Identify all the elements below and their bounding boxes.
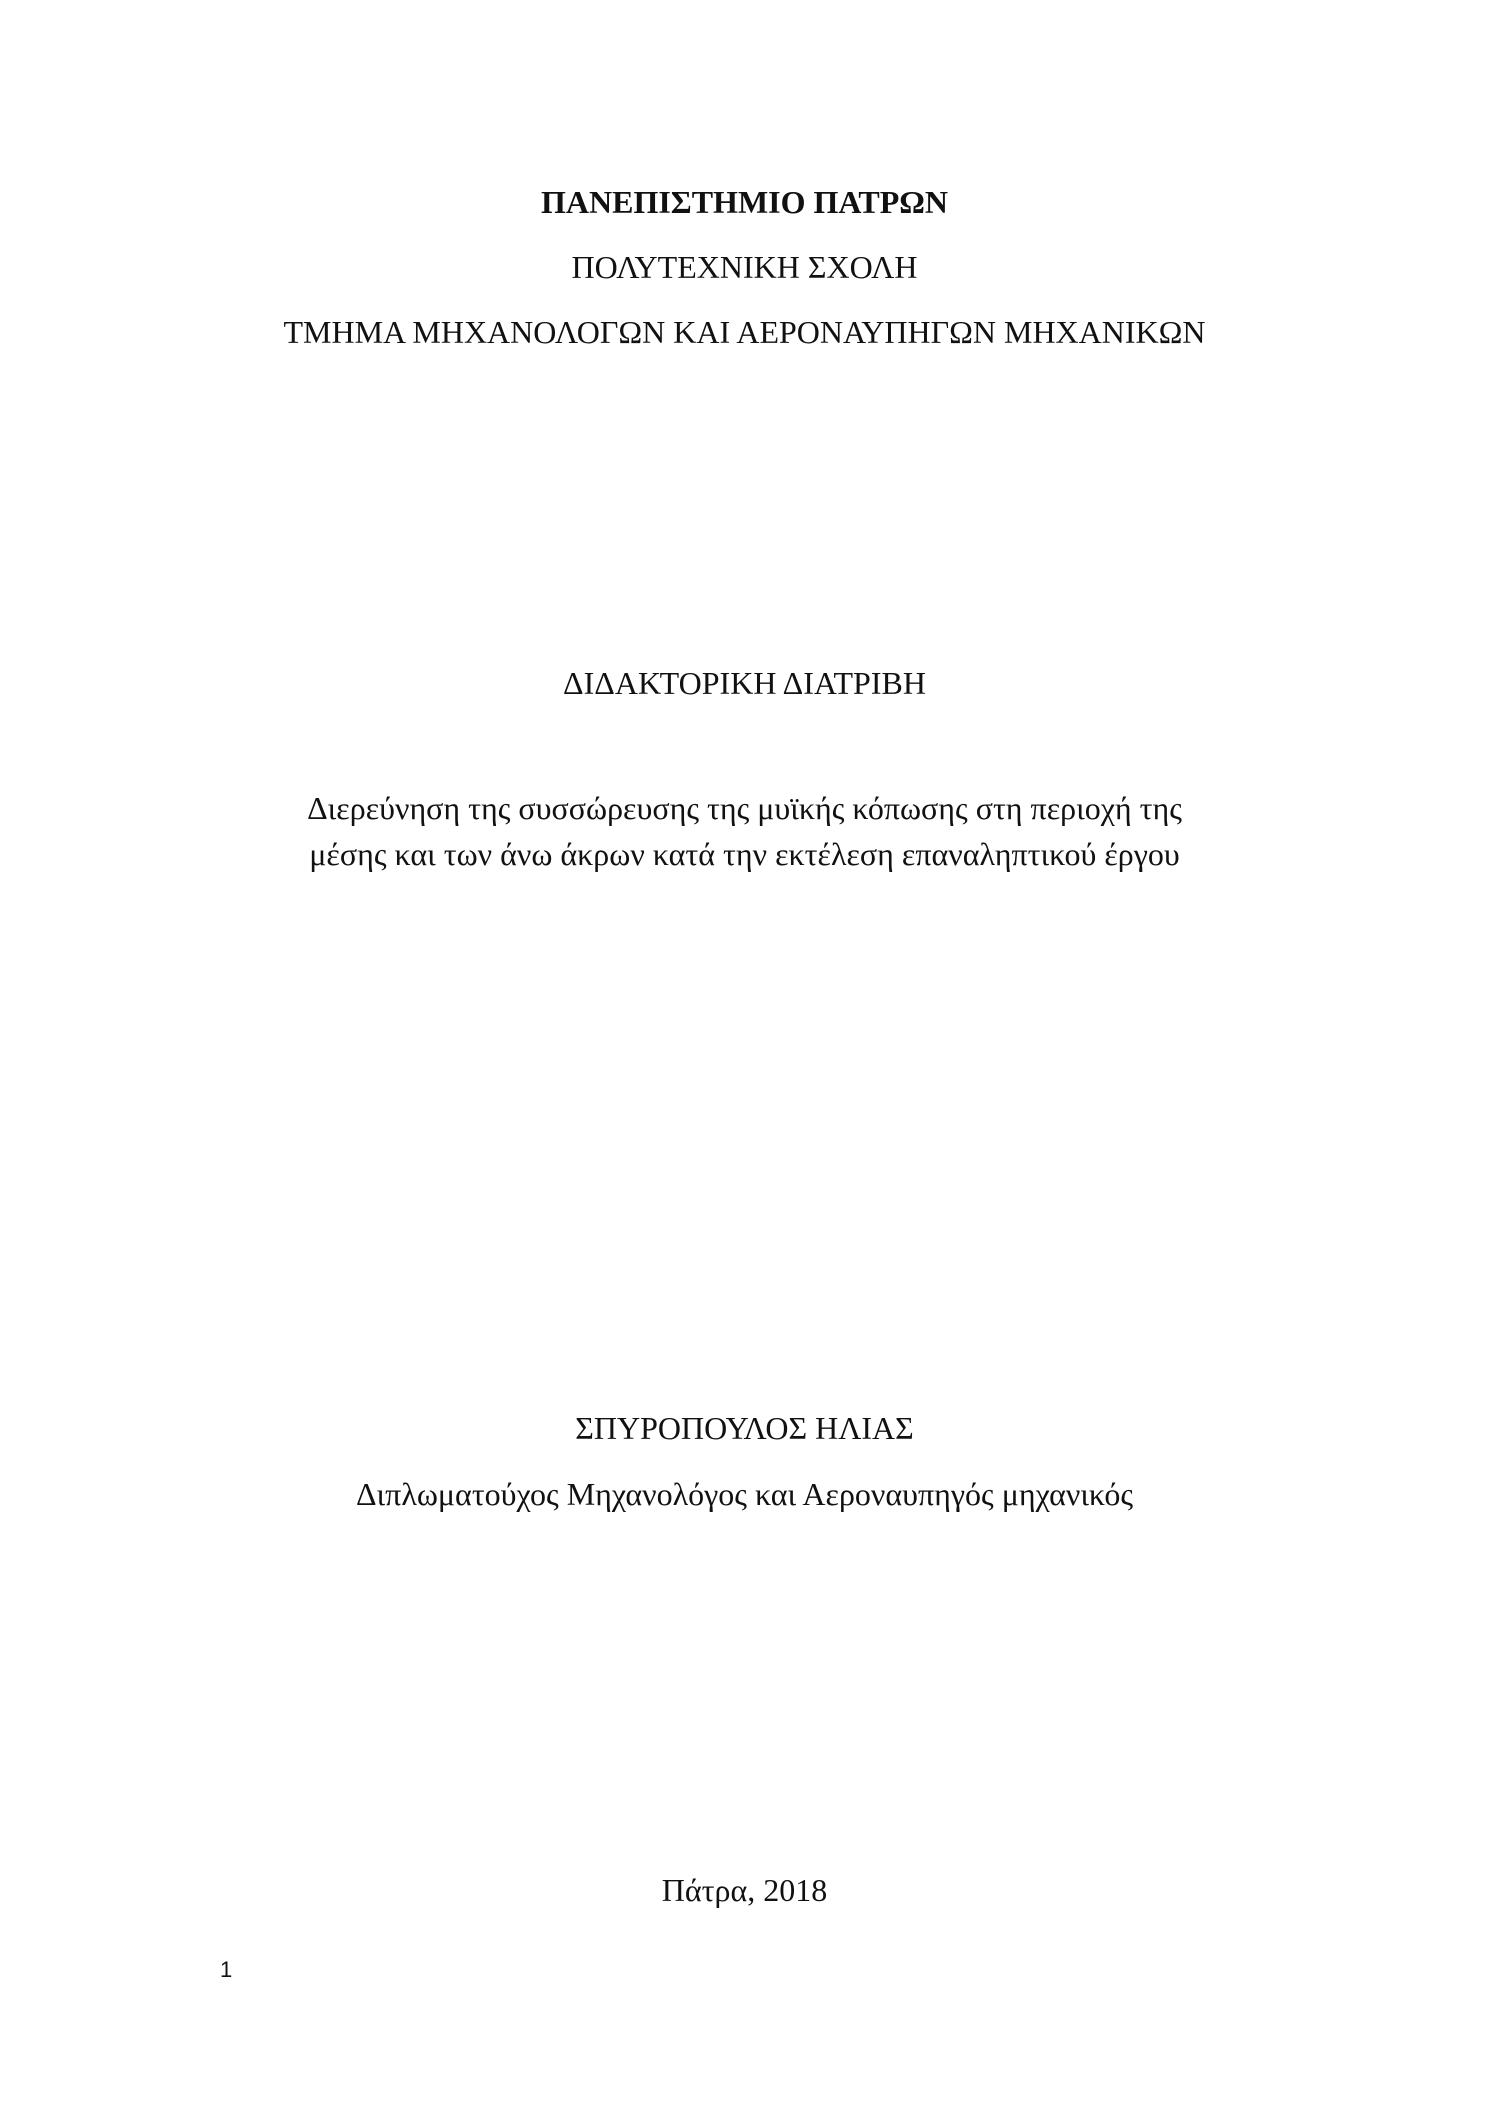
document-type: ΔΙΔΑΚΤΟΡΙΚΗ ΔΙΑΤΡΙΒΗ [563, 665, 926, 701]
thesis-title-line: μέσης και των άνω άκρων κατά την εκτέλεση επαναληπτικού έργου [309, 836, 1180, 872]
thesis-title-line: Διερεύνηση της συσσώρευσης της μυϊκής κόπωσης στη περιοχή της [307, 790, 1182, 826]
university-name: ΠΑΝΕΠΙΣΤΗΜΙΟ ΠΑΤΡΩΝ [540, 184, 948, 220]
author-credential: Διπλωματούχος Μηχανολόγος και Αεροναυπηγός μηχανικός [355, 1476, 1134, 1512]
author-name: ΣΠΥΡΟΠΟΥΛΟΣ ΗΛΙΑΣ [575, 1410, 914, 1446]
school-name: ΠΟΛΥΤΕΧΝΙΚΗ ΣΧΟΛΗ [571, 249, 918, 285]
place-date: Πάτρα, 2018 [661, 1872, 828, 1908]
page-number: 1 [220, 1957, 233, 1982]
department-name: ΤΜΗΜΑ ΜΗΧΑΝΟΛΟΓΩΝ ΚΑΙ ΑΕΡΟΝΑΥΠΗΓΩΝ ΜΗΧΑΝΙΚΩΝ [283, 314, 1206, 350]
